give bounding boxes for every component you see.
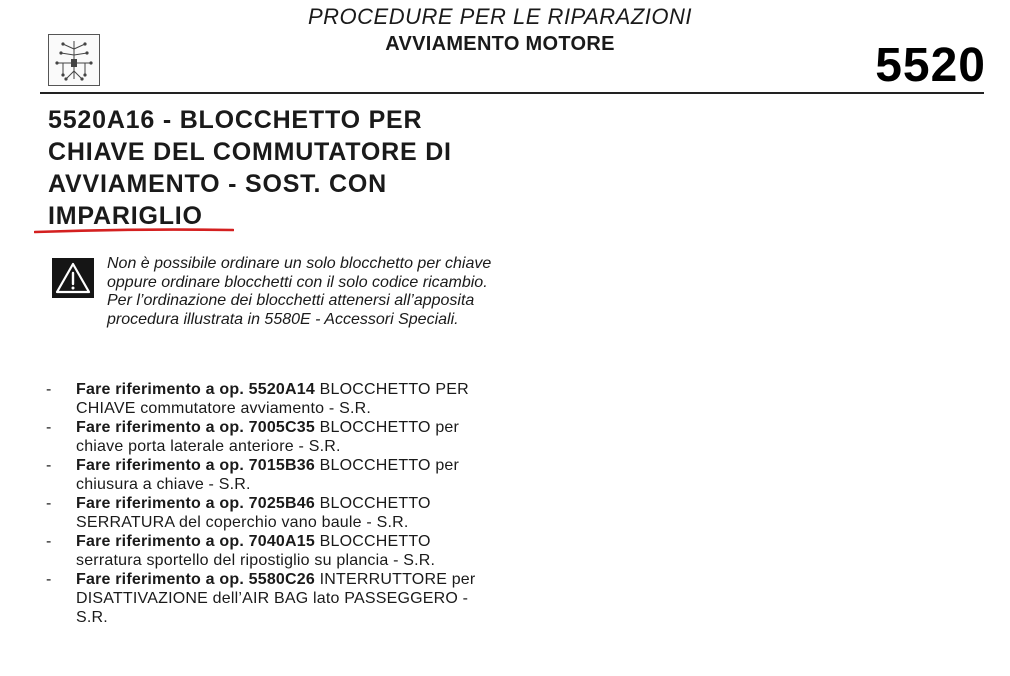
- red-handdrawn-underline: [34, 228, 234, 234]
- reference-list: [46, 380, 496, 627]
- list-dash: -: [46, 495, 52, 512]
- header-title: PROCEDURE PER LE RIPARAZIONI: [308, 4, 692, 29]
- header-subtitle: AVVIAMENTO MOTORE: [385, 33, 615, 55]
- list-dash: -: [46, 457, 52, 474]
- list-item: [46, 418, 496, 456]
- reference-op-label: Fare riferimento a op. 7025B46: [76, 495, 315, 512]
- wiring-diagram-icon: [48, 34, 100, 86]
- reference-op-label: Fare riferimento a op. 7005C35: [76, 419, 315, 436]
- header-divider: [40, 92, 984, 94]
- list-item: [46, 570, 496, 627]
- list-item: [46, 494, 496, 532]
- reference-description: BLOCCHETTO serratura sportello del ripostiglio su plancia - S.R.: [76, 533, 436, 569]
- list-item: [46, 532, 496, 570]
- list-dash: -: [46, 419, 52, 436]
- reference-description: BLOCCHETTO per chiave porta laterale anteriore - S.R.: [76, 419, 460, 455]
- reference-op-label: Fare riferimento a op. 5520A14: [76, 381, 315, 398]
- operation-title: 5520A16 - BLOCCHETTO PER CHIAVE DEL COMMUTATORE DI AVVIAMENTO - SOST. CON IMPARIGLIO: [48, 106, 452, 230]
- reference-description: BLOCCHETTO PER CHIAVE commutatore avviamento - S.R.: [76, 381, 469, 417]
- list-item: [46, 456, 496, 494]
- reference-op-label: Fare riferimento a op. 7015B36: [76, 457, 315, 474]
- reference-description: INTERRUTTORE per DISATTIVAZIONE dell’AIR BAG lato PASSEGGERO - S.R.: [76, 571, 476, 626]
- warning-triangle-icon: [52, 258, 94, 298]
- list-dash: -: [46, 571, 52, 588]
- list-item: [46, 380, 496, 418]
- underline-stroke: [35, 230, 233, 232]
- reference-description: BLOCCHETTO per chiusura a chiave - S.R.: [76, 457, 460, 493]
- reference-description: BLOCCHETTO SERRATURA del coperchio vano baule - S.R.: [76, 495, 431, 531]
- reference-op-label: Fare riferimento a op. 5580C26: [76, 571, 315, 588]
- section-number: 5520: [875, 39, 986, 92]
- warning-note: Non è possibile ordinare un solo blocchetto per chiave oppure ordinare blocchetti con il solo codice ricambio. Per l’ordinazione dei blocchetti attenersi all’apposita procedura illustrata in 5580E - Accessori Speciali.: [107, 255, 492, 328]
- list-dash: -: [46, 533, 52, 550]
- reference-op-label: Fare riferimento a op. 7040A15: [76, 533, 315, 550]
- list-dash: -: [46, 381, 52, 398]
